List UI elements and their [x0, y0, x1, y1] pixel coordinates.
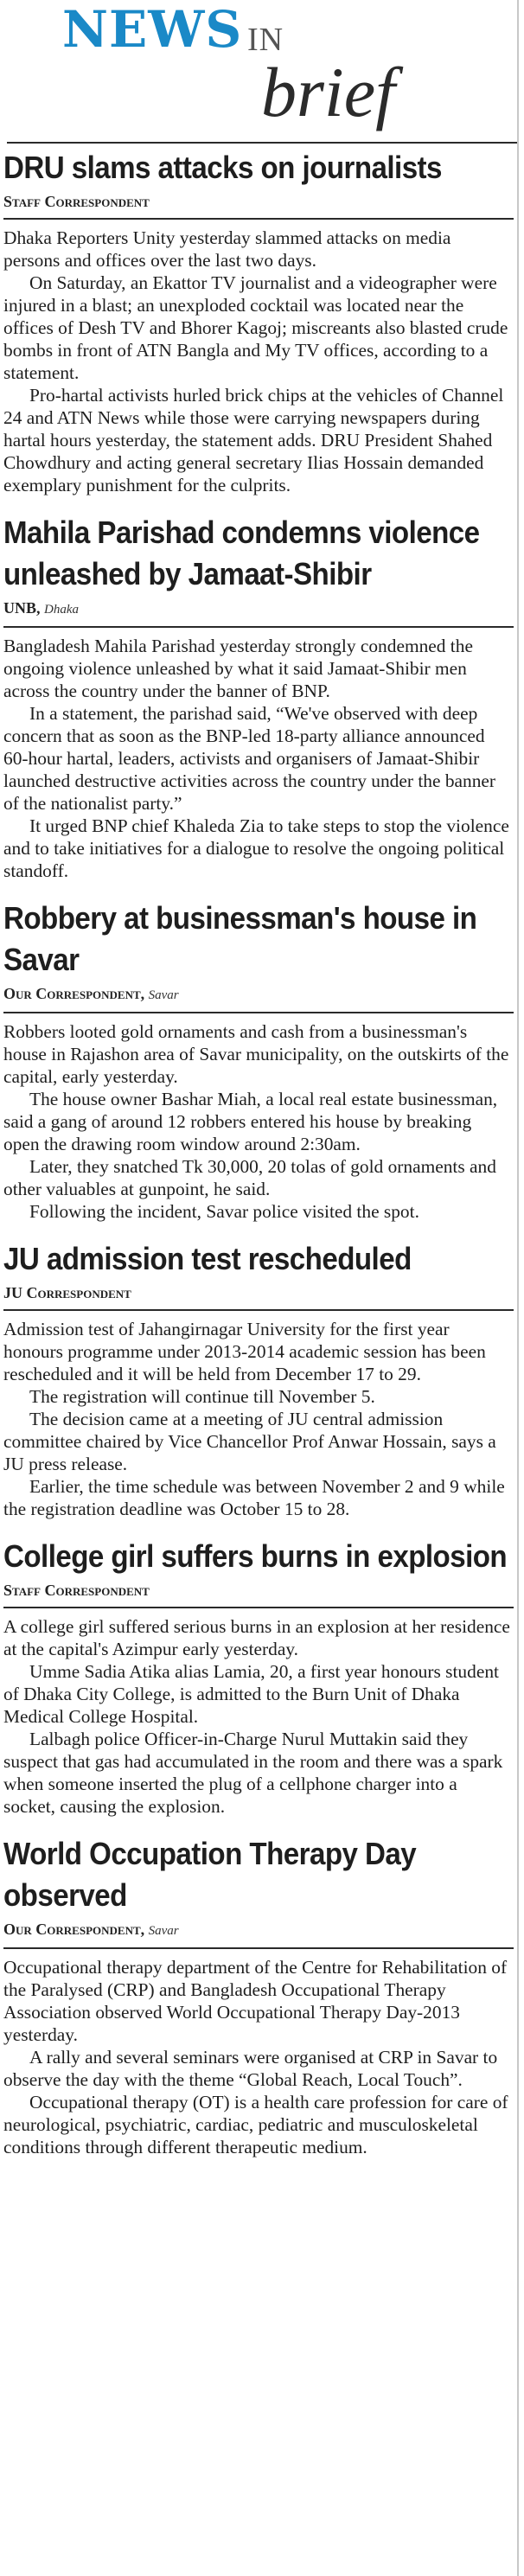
- story-paragraph: In a statement, the parishad said, “We've observed with deep concern that as soon as the BNP-led 18-party alliance announced 60-hour hartal, leaders, activists and organisers of Jamaat-Shibir launched destructive activities across the country under the banner of the nationalist party.”: [3, 703, 496, 814]
- story-mahila-parishad: [3, 512, 512, 882]
- story-occupational-therapy-day: [3, 1833, 512, 2158]
- story-headline: College girl suffers burns in explosion: [3, 1538, 508, 1574]
- story-headline: JU admission test rescheduled: [3, 1241, 412, 1276]
- masthead-in: IN: [247, 22, 284, 58]
- story-body: [3, 227, 512, 496]
- story-body: [3, 1020, 512, 1223]
- byline-divider: [3, 1947, 514, 1949]
- story-paragraph: The decision came at a meeting of JU central admission committee chaired by Vice Chancellor Prof Anwar Hossain, says a JU press release.: [3, 1409, 496, 1474]
- story-paragraph: Later, they snatched Tk 30,000, 20 tolas of gold ornaments and other valuables at gunpoint, he said.: [3, 1156, 496, 1199]
- story-body: [3, 1318, 512, 1520]
- story-byline: [3, 1579, 512, 1601]
- story-paragraph: Pro-hartal activists hurled brick chips at the vehicles of Channel 24 and ATN News while those were carrying newspapers during hartal hours yesterday, the statement adds. DRU President Shahed Chowdhury and acting general secretary Ilias Hossain demanded exemplary punishment for the culprits.: [3, 385, 504, 495]
- story-byline: [3, 1918, 512, 1942]
- story-paragraph: Lalbagh police Officer-in-Charge Nurul Muttakin said they suspect that gas had accumulated in the room and there was a spark when someone inserted the plug of a cellphone charger into a socket, causing the explosion.: [3, 1729, 503, 1817]
- story-paragraph: On Saturday, an Ekattor TV journalist and a videographer were injured in a blast; an unexploded cocktail was located near the offices of Desh TV and Bhorer Kagoj; miscreants also blasted crude bombs in front of ATN Bangla and My TV offices, according to a statement.: [3, 272, 508, 383]
- story-body: [3, 1956, 512, 2158]
- byline-place: Savar: [148, 1924, 179, 1938]
- story-headline: World Occupation Therapy Day observed: [3, 1836, 417, 1913]
- story-paragraph: Robbers looted gold ornaments and cash from a businessman's house in Rajashon area of Savar municipality, on the outskirts of the capital, early yesterday.: [3, 1021, 509, 1087]
- byline-author: Staff Correspondent: [3, 193, 150, 210]
- byline-author: Our Correspondent,: [3, 1921, 145, 1938]
- byline-divider: [3, 626, 514, 628]
- story-headline: Robbery at businessman's house in Savar: [3, 900, 477, 977]
- byline-author: Staff Correspondent: [3, 1582, 150, 1599]
- story-paragraph: Occupational therapy department of the Centre for Rehabilitation of the Paralysed (CRP) and Bangladesh Occupational Therapy Association observed World Occupational Therapy Day-2013 yesterday.: [3, 1957, 508, 2045]
- story-body: [3, 635, 512, 882]
- story-paragraph: Earlier, the time schedule was between November 2 and 9 while the registration deadline was October 15 to 28.: [3, 1476, 505, 1519]
- story-headline: DRU slams attacks on journalists: [3, 150, 442, 185]
- story-ju-admission: [3, 1238, 512, 1520]
- byline-place: Savar: [148, 988, 179, 1002]
- masthead-divider: [7, 142, 517, 144]
- story-paragraph: Bangladesh Mahila Parishad yesterday strongly condemned the ongoing violence unleashed by what it said Jamaat-Shibir men across the country under the banner of BNP.: [3, 636, 473, 701]
- story-paragraph: The registration will continue till November 5.: [29, 1386, 375, 1407]
- byline-place: Dhaka: [44, 603, 80, 617]
- byline-author: UNB,: [3, 599, 41, 617]
- story-paragraph: Following the incident, Savar police visited the spot.: [29, 1201, 419, 1222]
- story-savar-robbery: [3, 898, 512, 1223]
- story-paragraph: Umme Sadia Atika alias Lamia, 20, a first year honours student of Dhaka City College, is admitted to the Burn Unit of Dhaka Medical College Hospital.: [3, 1661, 499, 1727]
- story-paragraph: The house owner Bashar Miah, a local real estate businessman, said a gang of around 12 robbers entered his house by breaking open the drawing room window around 2:30am.: [3, 1089, 498, 1154]
- masthead-brief: brief: [261, 53, 395, 131]
- byline-author: Our Correspondent,: [3, 985, 145, 1002]
- story-byline: [3, 190, 512, 213]
- story-paragraph: Admission test of Jahangirnagar University for the first year honours programme under 2013-2014 academic session has been rescheduled and it will be held from December 17 to 29.: [3, 1319, 486, 1384]
- story-paragraph: Occupational therapy (OT) is a health care profession for care of neurological, psychiatric, cardiac, pediatric and musculoskeletal conditions through different therapeutic medium.: [3, 2092, 508, 2157]
- story-paragraph: A rally and several seminars were organised at CRP in Savar to observe the day with the theme “Global Reach, Local Touch”.: [3, 2047, 498, 2090]
- byline-divider: [3, 1607, 514, 1608]
- story-headline: Mahila Parishad condemns violence unleashed by Jamaat-Shibir: [3, 515, 480, 591]
- story-college-girl-burns: [3, 1536, 512, 1818]
- byline-divider: [3, 1309, 514, 1311]
- masthead: [3, 0, 512, 147]
- story-paragraph: Dhaka Reporters Unity yesterday slammed attacks on media persons and offices over the last two days.: [3, 227, 451, 271]
- story-body: [3, 1615, 512, 1818]
- masthead-news: NEWS: [62, 0, 243, 59]
- story-byline: [3, 1282, 512, 1304]
- byline-author: JU Correspondent: [3, 1284, 131, 1301]
- story-byline: [3, 597, 512, 621]
- story-dru-attacks: [3, 147, 512, 496]
- byline-divider: [3, 218, 514, 220]
- story-paragraph: It urged BNP chief Khaleda Zia to take steps to stop the violence and to take initiatives for a dialogue to resolve the ongoing political standoff.: [3, 815, 509, 881]
- story-paragraph: A college girl suffered serious burns in an explosion at her residence at the capital's Azimpur early yesterday.: [3, 1616, 510, 1659]
- column-rule: [517, 0, 519, 2576]
- story-byline: [3, 982, 512, 1007]
- byline-divider: [3, 1012, 514, 1013]
